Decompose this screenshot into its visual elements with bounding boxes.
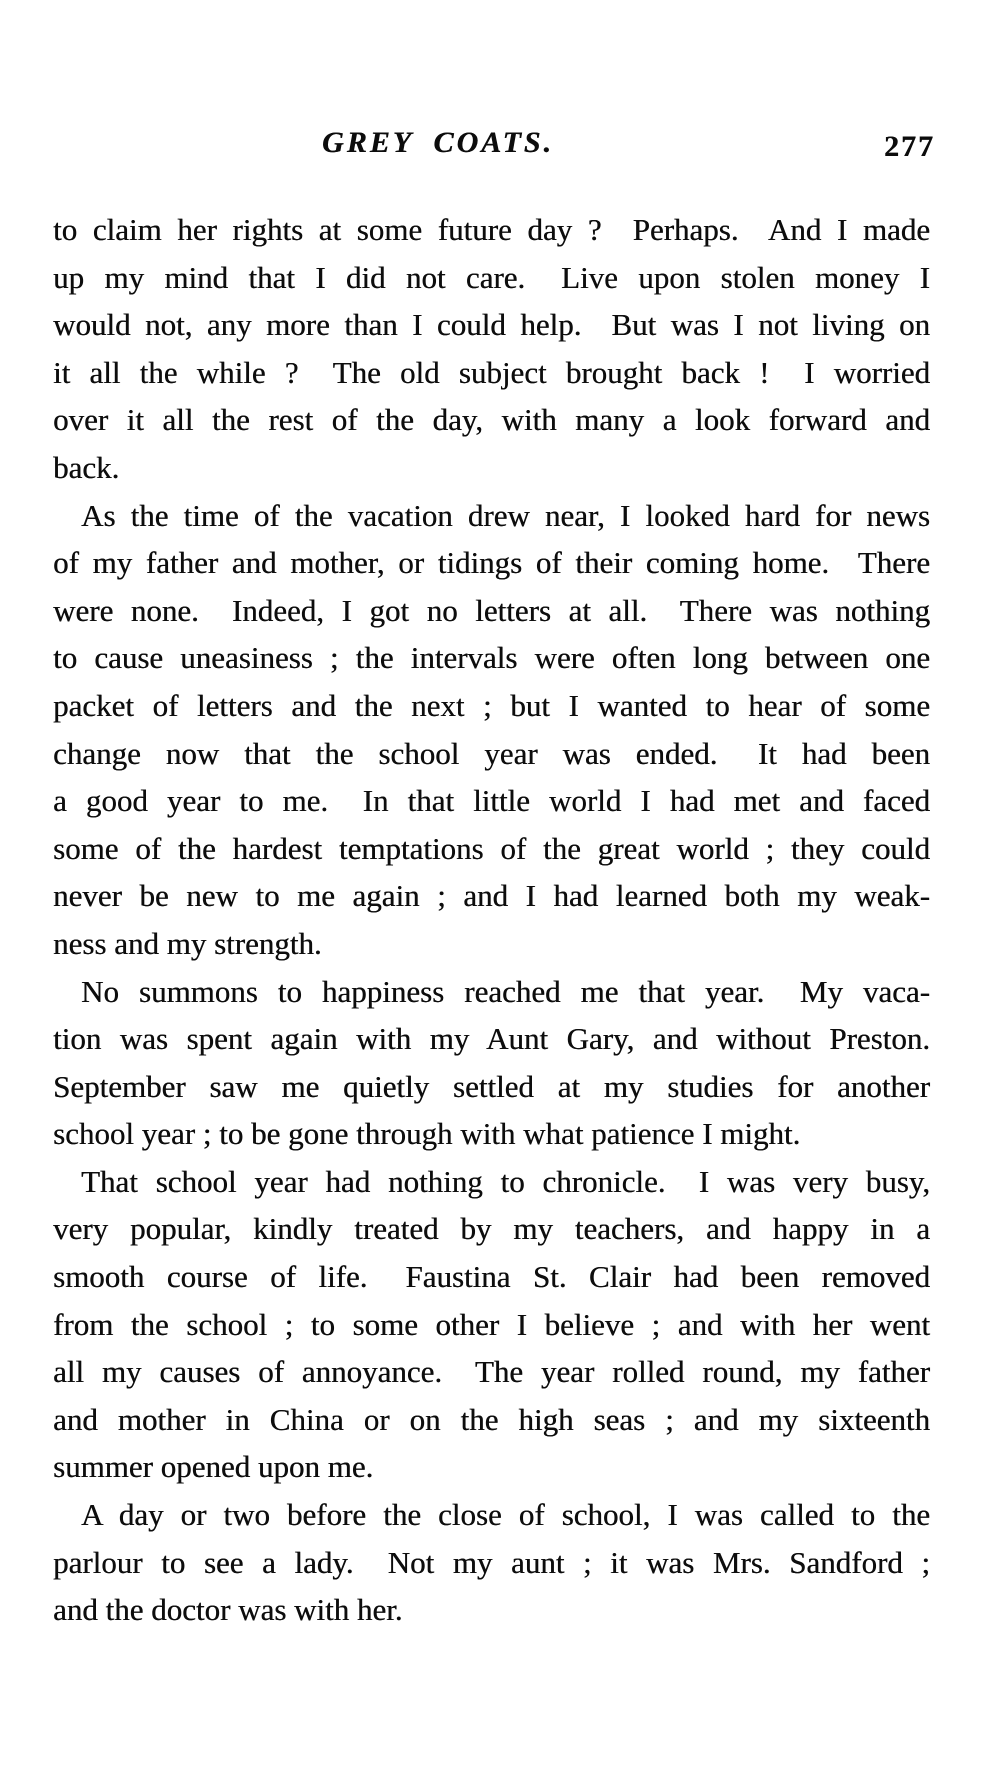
text-line: September saw me quietly settled at my studies for another	[53, 1068, 930, 1104]
page-text	[53, 206, 930, 1634]
paragraph	[53, 492, 930, 968]
text-line: all my causes of annoyance. The year rolled round, my father	[53, 1354, 930, 1390]
paragraph	[53, 206, 930, 492]
text-line: No summons to happiness reached me that year. My vaca-	[81, 973, 930, 1009]
text-line: and the doctor was with her.	[53, 1592, 403, 1628]
text-line: and mother in China or on the high seas ; and my sixteenth	[53, 1401, 930, 1437]
text-line: never be new to me again ; and I had learned both my weak-	[53, 878, 930, 914]
text-line: That school year had nothing to chronicle. I was very busy,	[81, 1163, 930, 1199]
running-title: GREY COATS.	[322, 126, 554, 159]
paragraph	[53, 968, 930, 1158]
paragraph	[53, 1491, 930, 1634]
text-line: would not, any more than I could help. But was I not living on	[53, 307, 930, 343]
text-line: very popular, kindly treated by my teachers, and happy in a	[53, 1211, 930, 1247]
text-line: it all the while ? The old subject brought back ! I worried	[53, 354, 930, 390]
text-line: of my father and mother, or tidings of their coming home. There	[53, 545, 930, 581]
text-line: up my mind that I did not care. Live upon stolen money I	[53, 259, 930, 295]
text-line: parlour to see a lady. Not my aunt ; it was Mrs. Sandford ;	[53, 1544, 930, 1580]
text-line: smooth course of life. Faustina St. Clair had been removed	[53, 1259, 930, 1295]
text-line: summer opened upon me.	[53, 1449, 374, 1485]
page-number: 277	[884, 130, 935, 163]
text-line: As the time of the vacation drew near, I looked hard for news	[81, 497, 930, 533]
text-line: school year ; to be gone through with what patience I might.	[53, 1116, 801, 1152]
text-line: some of the hardest temptations of the great world ; they could	[53, 830, 930, 866]
text-line: tion was spent again with my Aunt Gary, and without Preston.	[53, 1021, 930, 1057]
text-line: change now that the school year was ended. It had been	[53, 735, 930, 771]
text-line: a good year to me. In that little world I had met and faced	[53, 783, 930, 819]
text-line: A day or two before the close of school, I was called to the	[81, 1497, 930, 1533]
text-line: packet of letters and the next ; but I wanted to hear of some	[53, 687, 930, 723]
text-line: to cause uneasiness ; the intervals were often long between one	[53, 640, 930, 676]
text-line: back.	[53, 449, 120, 485]
text-line: from the school ; to some other I believe ; and with her went	[53, 1306, 930, 1342]
text-line: to claim her rights at some future day ? Perhaps. And I made	[53, 212, 930, 247]
text-line: were none. Indeed, I got no letters at all. There was nothing	[53, 592, 930, 628]
text-line: ness and my strength.	[53, 925, 322, 961]
text-line: over it all the rest of the day, with many a look forward and	[53, 402, 930, 438]
paragraph	[53, 1158, 930, 1491]
